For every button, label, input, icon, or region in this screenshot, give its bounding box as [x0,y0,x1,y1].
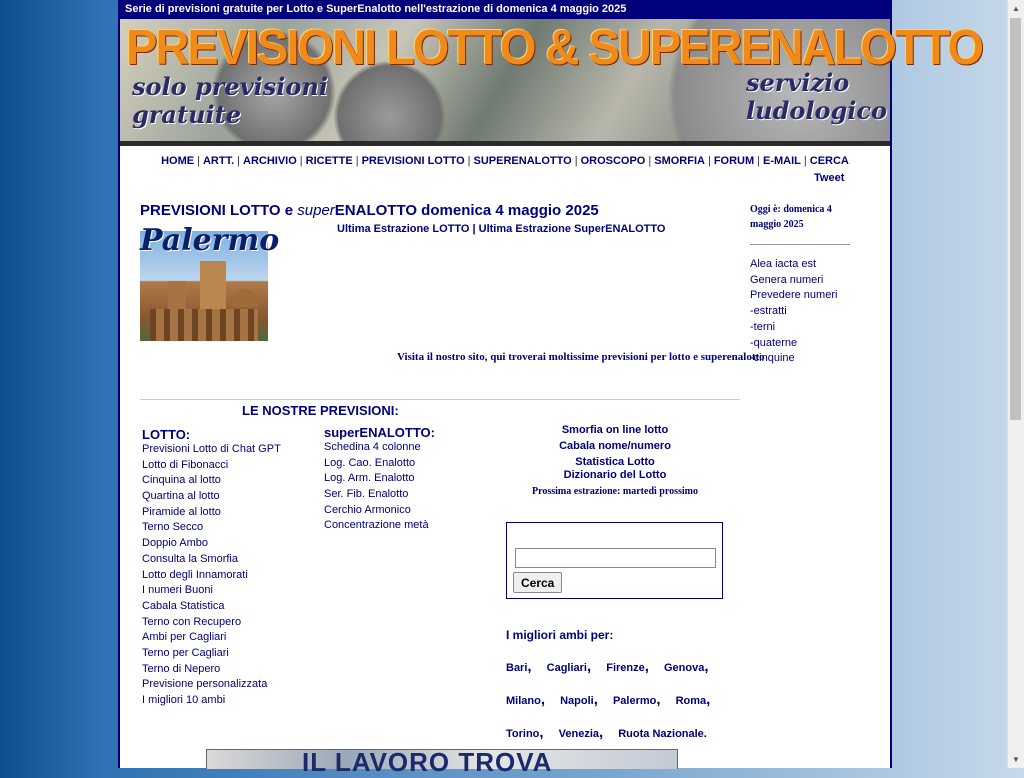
nav-separator: | [707,155,711,167]
title-part1: PREVISIONI LOTTO e [140,202,298,219]
comma: , [527,658,532,675]
lotto-link[interactable]: Cinquina al lotto [142,474,221,487]
title-italic: super [297,202,335,219]
nav-separator: | [574,155,578,167]
comma: , [593,691,598,708]
search-box [506,522,723,599]
city-link-cagliari[interactable]: Cagliari [546,662,587,674]
lotto-link[interactable]: Consulta la Smorfia [142,552,238,565]
search-button[interactable]: Cerca [513,572,562,593]
scroll-up-arrow-icon[interactable]: ▲ [1012,4,1020,13]
search-input[interactable] [515,548,716,568]
nav-separator: | [803,155,807,167]
lotto-link[interactable]: Terno con Recupero [142,615,242,628]
city-arcade [150,309,258,341]
migliori-ambi-heading: I migliori ambi per: [506,628,614,642]
lotto-link[interactable]: Previsioni Lotto di Chat GPT [142,443,281,455]
sidebar-link[interactable]: Genera numeri [750,273,824,286]
nav-separator: | [648,155,652,167]
banner-left-line1: solo previsioni [132,72,328,101]
lotto-link[interactable]: Terno Secco [142,521,204,534]
sidebar-link[interactable]: -terni [750,320,776,333]
nav-smorfia[interactable]: SMORFIA [654,155,705,167]
banner-left-line2: gratuite [132,100,241,129]
comma: , [587,658,592,675]
sidebar-link[interactable]: Alea iacta est [750,258,817,270]
comma: , [704,658,709,675]
lotto-link[interactable]: Quartina al lotto [142,490,220,503]
city-link-genova[interactable]: Genova [663,662,705,674]
city-link-milano[interactable]: Milano [506,695,541,707]
lotto-link[interactable]: Doppio Ambo [142,537,209,550]
city-dome [232,289,258,307]
lotto-link[interactable]: Piramide al lotto [142,505,221,518]
title-part2: ENALOTTO domenica 4 maggio 2025 [334,202,599,219]
nav-forum[interactable]: FORUM [713,155,755,167]
comma: , [540,691,546,708]
superenalotto-heading: superENALOTTO: [324,425,435,440]
superenalotto-list [324,440,429,534]
statistica-link[interactable]: Statistica Lotto [575,456,655,468]
sidebar-link[interactable]: Prevedere numeri [750,289,838,302]
ultima-lotto-link[interactable]: Ultima Estrazione LOTTO [337,223,470,235]
superenalotto-link[interactable]: Schedina 4 colonne [324,441,421,453]
ultima-separator: | [472,223,476,235]
lotto-link[interactable]: Cabala Statistica [142,599,225,612]
section-heading: LE NOSTRE PREVISIONI: [242,403,399,418]
banner-right-tagline [746,69,887,125]
ultima-super-link[interactable]: Ultima Estrazione SuperENALOTTO [478,223,666,235]
lotto-heading: LOTTO: [142,427,191,442]
lotto-link[interactable]: Ambi per Cagliari [142,631,227,644]
nav-email[interactable]: E-MAIL [763,155,801,167]
lotto-link[interactable]: Previsione personalizzata [142,678,268,691]
page-title [140,202,599,219]
nav-artt[interactable]: ARTT. [202,155,235,167]
nav-superenalotto[interactable]: SUPERENALOTTO [473,155,572,167]
banner-right-line2: ludologico [746,96,887,125]
comma: , [656,691,661,708]
sidebar-link[interactable]: -quaterne [750,336,798,349]
superenalotto-link[interactable]: Log. Arm. Enalotto [324,472,415,485]
dizionario-link[interactable]: Dizionario del Lotto [563,469,667,481]
lotto-link[interactable]: I migliori 10 ambi [142,694,226,706]
page-container [118,0,983,777]
superenalotto-link[interactable]: Concentrazione metà [324,519,429,532]
nav-separator: | [197,155,200,167]
nav-cerca[interactable]: CERCA [809,155,849,167]
city-image-title: Palermo [140,223,280,258]
comma: , [539,724,544,741]
sidebar-link[interactable]: -cinquine [750,352,795,365]
lotto-link[interactable]: I numeri Buoni [142,584,213,597]
nav-oroscopo[interactable]: OROSCOPO [580,155,646,167]
city-link-venezia[interactable]: Venezia [558,728,599,740]
nav-separator: | [299,155,303,167]
tweet-button[interactable]: Tweet [814,172,845,184]
city-link-firenze[interactable]: Firenze [606,662,645,674]
tools-links [506,424,724,497]
lotto-link[interactable]: Lotto degli Innamorati [142,568,248,581]
lotto-link[interactable]: Lotto di Fibonacci [142,458,229,471]
nav-ricette[interactable]: RICETTE [305,155,353,167]
today-date: Oggi è: domenica 4 maggio 2025 [750,204,832,230]
ultima-estrazione-links [337,223,665,235]
nav-previsioni-lotto[interactable]: PREVISIONI LOTTO [361,155,465,167]
banner-right-line1: servizio [746,68,850,97]
city-link-napoli[interactable]: Napoli [560,695,594,707]
sidebar-link[interactable]: -estratti [750,305,787,318]
city-link-roma[interactable]: Roma [675,695,707,707]
lotto-link[interactable]: Terno di Nepero [142,662,221,675]
superenalotto-link[interactable]: Ser. Fib. Enalotto [324,488,409,501]
city-link-torino[interactable]: Torino [506,728,540,740]
ambi-city-links [506,651,731,750]
city-link-ruota-nazionale[interactable]: Ruota Nazionale. [618,728,707,740]
comma: , [599,724,604,741]
banner-title: PREVISIONI LOTTO & SUPERENALOTTO [126,18,983,75]
top-bar: Serie di previsioni gratuite per Lotto e SuperEnalotto nell'estrazione di domenica 4 maggio 2025 [120,0,890,19]
marquee-text: Visita il nostro sito, qui troverai moltissime previsioni per lotto e superenalotto [397,351,765,363]
city-link-bari[interactable]: Bari [506,662,528,674]
scrollbar-thumb[interactable] [1010,18,1021,420]
nav-archivio[interactable]: ARCHIVIO [243,155,297,167]
header-banner[interactable] [120,18,983,146]
scroll-down-arrow-icon[interactable]: ▼ [1012,755,1020,764]
smorfia-online-link[interactable]: Smorfia on line lotto [561,424,669,436]
main-nav [120,155,890,167]
nav-separator: | [467,155,471,167]
nav-home[interactable]: HOME [161,155,195,167]
ad-banner-text: IL LAVORO TROVA [302,747,553,777]
ad-banner[interactable] [206,747,678,777]
superenalotto-link[interactable]: Cerchio Armonico [324,503,411,516]
sidebar-list [750,257,862,367]
nav-separator: | [355,155,359,167]
next-draw-info: Prossima estrazione: martedì prossimo [532,486,698,497]
nav-separator: | [757,155,761,167]
city-image [140,223,280,341]
city-link-palermo[interactable]: Palermo [612,695,657,707]
lotto-list [142,442,281,709]
vertical-scrollbar[interactable] [1007,0,1024,768]
cabala-link[interactable]: Cabala nome/numero [559,440,671,452]
right-sidebar [750,202,862,367]
superenalotto-link[interactable]: Log. Cao. Enalotto [324,456,416,469]
lotto-link[interactable]: Terno per Cagliari [142,646,229,659]
divider [140,399,740,400]
comma: , [644,658,649,675]
comma: , [706,691,711,708]
nav-separator: | [237,155,240,167]
banner-left-tagline [132,73,328,129]
sidebar-divider [750,244,850,245]
